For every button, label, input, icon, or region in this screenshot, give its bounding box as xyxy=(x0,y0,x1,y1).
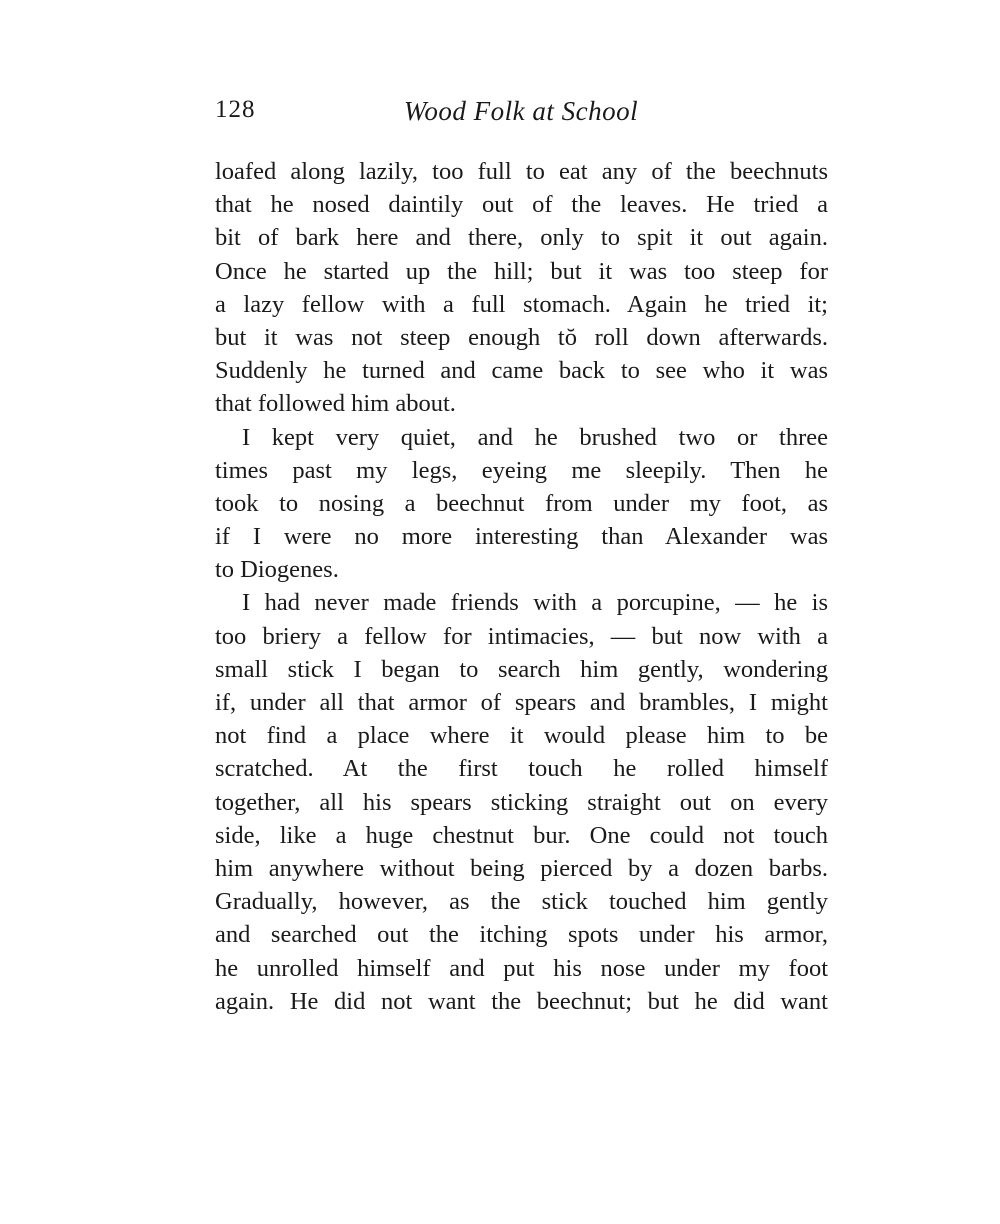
text-line: side, like a huge chestnut bur. One could not touch xyxy=(215,821,828,849)
text-line: I had never made friends with a porcupine, — he is xyxy=(242,589,828,617)
text-line: Suddenly he turned and came back to see who it was xyxy=(215,357,828,385)
text-line: that followed him about. xyxy=(215,390,456,418)
text-line: if, under all that armor of spears and brambles, I might xyxy=(215,689,828,716)
running-head xyxy=(215,96,827,136)
text-line: a lazy fellow with a full stomach. Again he tried it; xyxy=(215,290,828,318)
text-line: bit of bark here and there, only to spit it out again. xyxy=(215,224,828,252)
text-line: he unrolled himself and put his nose under my foot xyxy=(215,954,828,982)
text-line: if I were no more interesting than Alexander was xyxy=(215,523,828,551)
text-line: that he nosed daintily out of the leaves. He tried a xyxy=(215,191,828,219)
text-line: Once he started up the hill; but it was too steep for xyxy=(215,257,828,285)
text-line: to Diogenes. xyxy=(215,556,339,584)
text-line: and searched out the itching spots under his armor, xyxy=(215,921,828,949)
text-line: scratched. At the first touch he rolled himself xyxy=(215,755,828,783)
text-line: again. He did not want the beechnut; but he did want xyxy=(215,987,828,1015)
paragraph xyxy=(215,155,828,421)
body-text xyxy=(215,155,828,1018)
text-line: together, all his spears sticking straight out on every xyxy=(215,788,828,816)
text-line: not find a place where it would please him to be xyxy=(215,722,828,750)
page-number: 128 xyxy=(215,96,256,123)
text-line: times past my legs, eyeing me sleepily. Then he xyxy=(215,456,828,484)
text-line: small stick I began to search him gently, wondering xyxy=(215,655,828,683)
text-line: Gradually, however, as the stick touched him gently xyxy=(215,888,828,916)
paragraph xyxy=(215,421,828,587)
running-title: Wood Folk at School xyxy=(403,96,639,126)
text-line: but it was not steep enough tŏ roll down afterwards. xyxy=(215,323,828,351)
text-line: I kept very quiet, and he brushed two or three xyxy=(242,423,828,451)
paragraph xyxy=(215,586,828,1017)
text-line: loafed along lazily, too full to eat any of the beechnuts xyxy=(215,158,828,185)
text-line: him anywhere without being pierced by a dozen barbs. xyxy=(215,854,828,882)
text-line: took to nosing a beechnut from under my foot, as xyxy=(215,489,828,517)
text-line: too briery a fellow for intimacies, — but now with a xyxy=(215,622,828,650)
